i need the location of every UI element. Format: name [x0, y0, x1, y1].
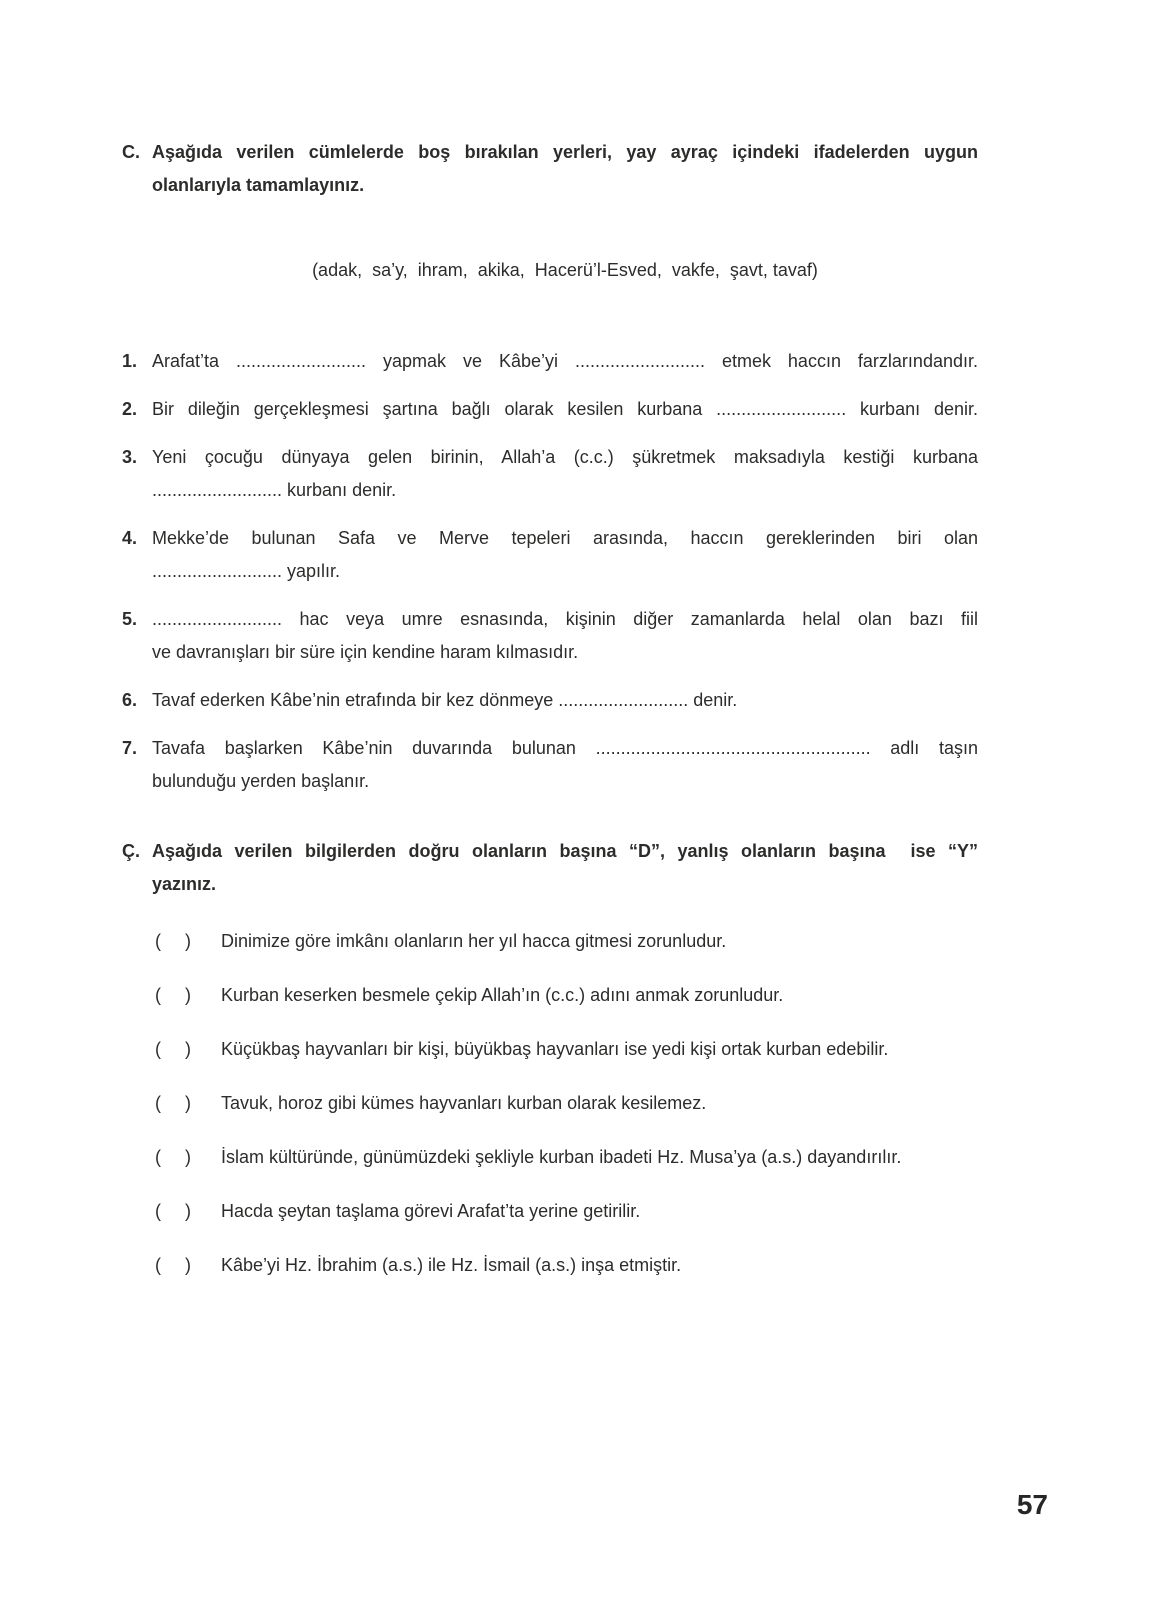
- text-line: Tavaf ederken Kâbe’nin etrafında bir kez dönmeye .......................... denir.: [152, 690, 738, 710]
- section-c-title: [152, 136, 978, 202]
- statement-text: Kurban keserken besmele çekip Allah’ın (c.c.) adını anmak zorunludur.: [221, 985, 784, 1005]
- paren-open-glyph: (: [155, 1147, 161, 1167]
- question-text: [152, 345, 978, 378]
- section-c: [122, 136, 978, 798]
- question-number: 1.: [122, 351, 138, 371]
- page-number: 57: [1016, 1489, 1048, 1520]
- answer-parentheses: [152, 1141, 191, 1174]
- question-item: [122, 345, 978, 378]
- answer-parentheses: [152, 1195, 191, 1228]
- text-line: olanlarıyla tamamlayınız.: [152, 175, 365, 195]
- statement-text: Tavuk, horoz gibi kümes hayvanları kurban olarak kesilemez.: [221, 1093, 707, 1113]
- answer-parentheses: [152, 979, 191, 1012]
- true-false-item: [152, 925, 978, 958]
- text-line: .......................... hac veya umre esnasında, kişinin diğer zamanlarda helal olan bazı fiil: [152, 609, 978, 629]
- text-line: Yeni çocuğu dünyaya gelen birinin, Allah’a (c.c.) şükretmek maksadıyla kestiği kurbana: [152, 447, 978, 467]
- fill-in-question-list: [122, 345, 978, 798]
- question-text: [152, 603, 978, 669]
- question-number: 6.: [122, 690, 138, 710]
- paren-open-glyph: (: [155, 1093, 161, 1113]
- question-item: [122, 732, 978, 798]
- question-number: 5.: [122, 609, 138, 629]
- question-text: [152, 393, 978, 426]
- paren-close-glyph: ): [185, 985, 191, 1005]
- question-item: [122, 441, 978, 507]
- text-line: Mekke’de bulunan Safa ve Merve tepeleri arasında, haccın gereklerinden biri olan: [152, 528, 978, 548]
- statement-text: Hacda şeytan taşlama görevi Arafat’ta yerine getirilir.: [221, 1201, 641, 1221]
- answer-parentheses: [152, 1249, 191, 1282]
- paren-open-glyph: (: [155, 1255, 161, 1275]
- section-cc-title: [152, 835, 978, 901]
- paren-close-glyph: ): [185, 1201, 191, 1221]
- section-cc-letter: Ç.: [122, 841, 140, 861]
- true-false-item: [152, 1141, 978, 1174]
- statement-text: İslam kültüründe, günümüzdeki şekliyle kurban ibadeti Hz. Musa’ya (a.s.) dayandırılır.: [221, 1147, 902, 1167]
- page-content: [122, 136, 978, 1303]
- paren-close-glyph: ): [185, 1039, 191, 1059]
- statement-text: Kâbe’yi Hz. İbrahim (a.s.) ile Hz. İsmail (a.s.) inşa etmiştir.: [221, 1255, 682, 1275]
- question-number: 7.: [122, 738, 138, 758]
- text-line: ve davranışları bir süre için kendine haram kılmasıdır.: [152, 642, 579, 662]
- text-line: Bir dileğin gerçekleşmesi şartına bağlı olarak kesilen kurbana .......................... kurbanı denir.: [152, 399, 978, 419]
- text-line: bulunduğu yerden başlanır.: [152, 771, 370, 791]
- section-cc-header: [122, 835, 978, 901]
- true-false-item: [152, 979, 978, 1012]
- statement-text: Dinimize göre imkânı olanların her yıl hacca gitmesi zorunludur.: [221, 931, 727, 951]
- true-false-item: [152, 1249, 978, 1282]
- question-item: [122, 603, 978, 669]
- question-text: [152, 522, 978, 588]
- paren-open-glyph: (: [155, 1201, 161, 1221]
- section-c-letter: C.: [122, 142, 140, 162]
- true-false-item: [152, 1087, 978, 1120]
- text-line: Arafat’ta .......................... yapmak ve Kâbe’yi .......................... etmek haccın farzlarındandır.: [152, 351, 978, 371]
- true-false-list: [152, 925, 978, 1282]
- question-text: [152, 441, 978, 507]
- section-c-header: [122, 136, 978, 202]
- paren-close-glyph: ): [185, 1255, 191, 1275]
- question-text: [152, 732, 978, 798]
- section-cc: [122, 835, 978, 1282]
- question-number: 4.: [122, 528, 138, 548]
- question-item: [122, 522, 978, 588]
- text-line: yazınız.: [152, 874, 217, 894]
- answer-parentheses: [152, 1033, 191, 1066]
- text-line: Aşağıda verilen cümlelerde boş bırakılan yerleri, yay ayraç içindeki ifadelerden uygun: [152, 142, 978, 162]
- question-number: 2.: [122, 399, 138, 419]
- paren-close-glyph: ): [185, 1147, 191, 1167]
- paren-close-glyph: ): [185, 931, 191, 951]
- question-text: [152, 684, 978, 717]
- text-line: .......................... yapılır.: [152, 561, 341, 581]
- answer-parentheses: [152, 925, 191, 958]
- question-item: [122, 684, 978, 717]
- statement-text: Küçükbaş hayvanları bir kişi, büyükbaş hayvanları ise yedi kişi ortak kurban edebilir.: [221, 1039, 889, 1059]
- paren-open-glyph: (: [155, 985, 161, 1005]
- text-line: Tavafa başlarken Kâbe’nin duvarında bulunan ....................................................... adlı taşın: [152, 738, 978, 758]
- paren-open-glyph: (: [155, 931, 161, 951]
- word-bank: (adak, sa’y, ihram, akika, Hacerü’l-Esved, vakfe, şavt, tavaf): [312, 260, 818, 280]
- text-line: .......................... kurbanı denir.: [152, 480, 397, 500]
- true-false-item: [152, 1033, 978, 1066]
- question-item: [122, 393, 978, 426]
- true-false-item: [152, 1195, 978, 1228]
- text-line: Aşağıda verilen bilgilerden doğru olanların başına “D”, yanlış olanların başına ise “Y”: [152, 841, 978, 861]
- paren-open-glyph: (: [155, 1039, 161, 1059]
- answer-parentheses: [152, 1087, 191, 1120]
- paren-close-glyph: ): [185, 1093, 191, 1113]
- question-number: 3.: [122, 447, 138, 467]
